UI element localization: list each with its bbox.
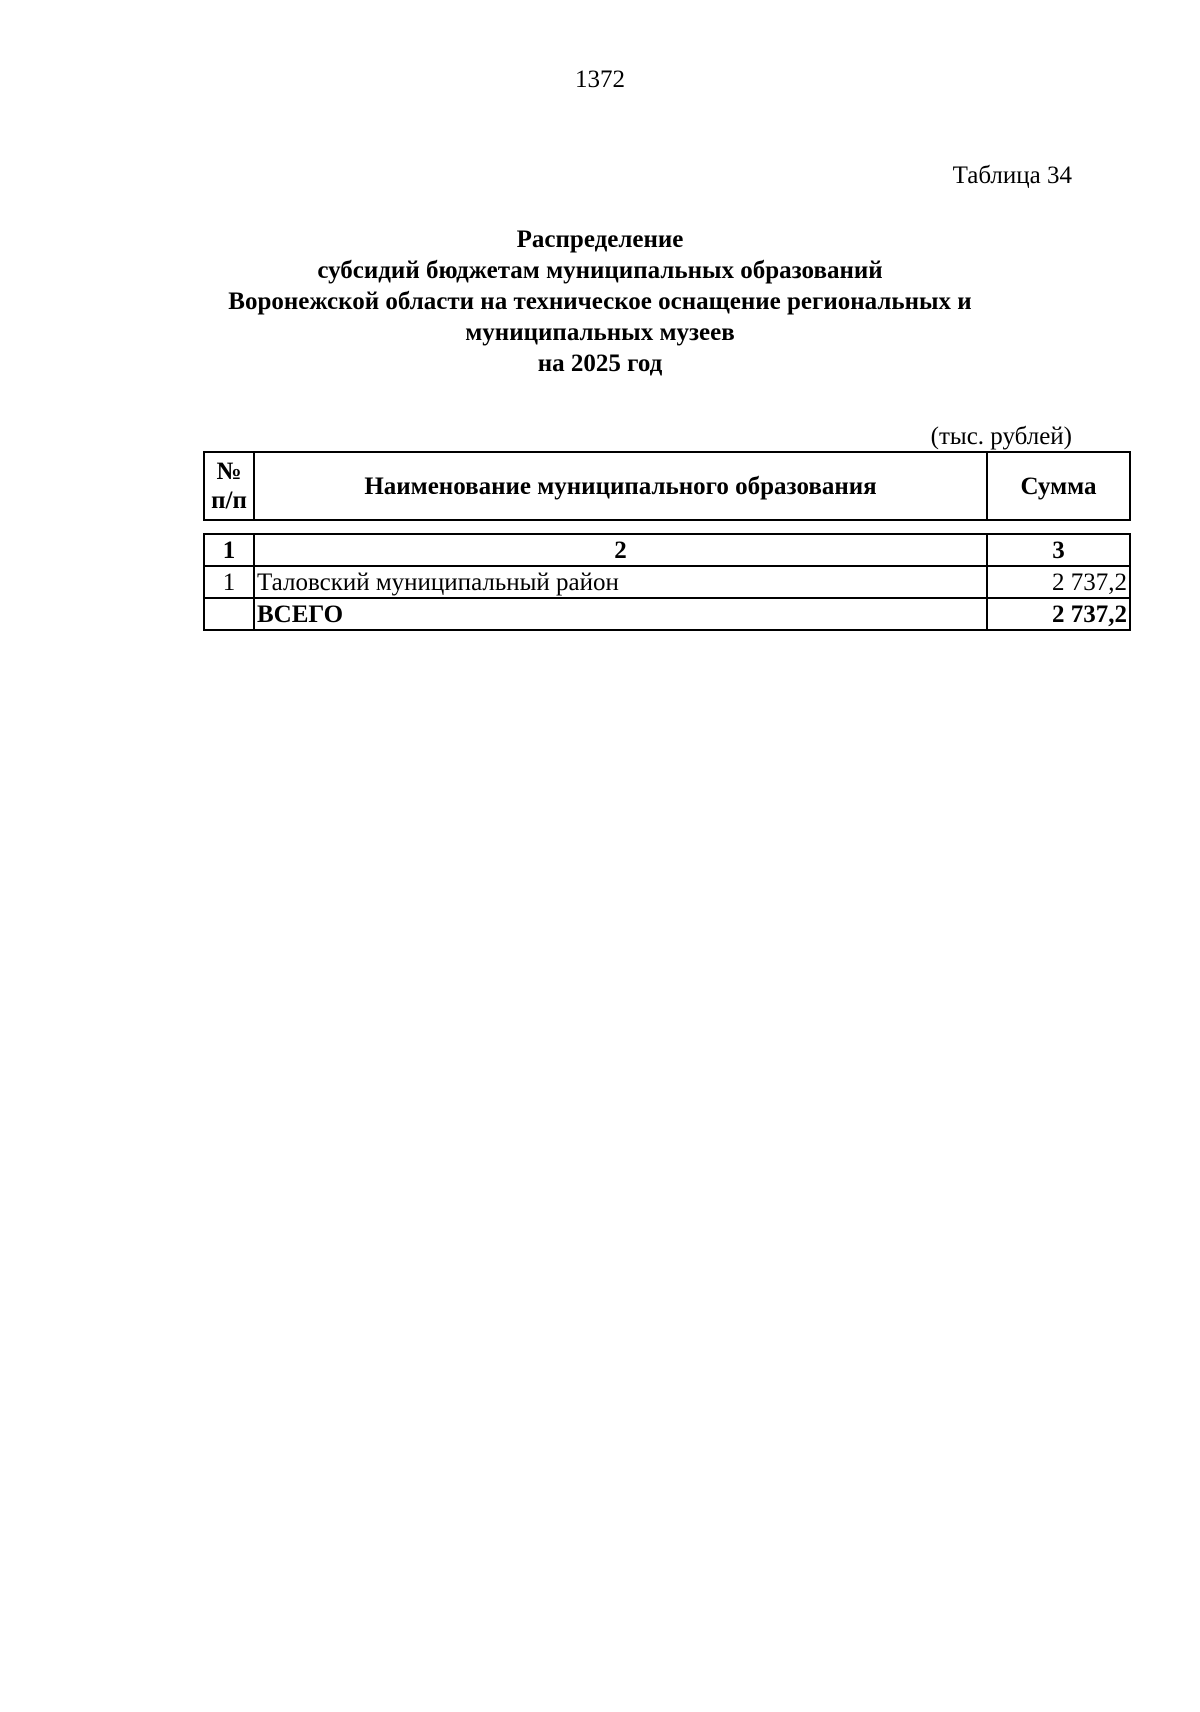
column-number-row [204,534,1130,566]
title-line-3: Воронежской области на техническое оснащение региональных и [228,288,972,315]
header-row [204,452,1130,520]
total-name-cell: ВСЕГО [254,598,987,630]
header-sum-cell: Сумма [987,452,1130,520]
total-num-cell [204,598,254,630]
header-num-line1: № [216,458,242,485]
title-line-5: на 2025 год [537,350,663,377]
header-num-cell [204,452,254,520]
table-label: Таблица 34 [952,162,1072,189]
column-number-cell: 2 [254,534,987,566]
header-name-cell: Наименование муниципального образования [254,452,987,520]
row-sum-cell: 2 737,2 [987,566,1130,598]
data-table [203,533,1131,631]
header-num-line2: п/п [211,487,247,514]
page-number: 1372 [575,66,625,93]
column-number-cell: 3 [987,534,1130,566]
table-row [204,566,1130,598]
row-num-cell: 1 [204,566,254,598]
table-header [203,451,1131,521]
title-line-1: Распределение [516,226,684,253]
units-label: (тыс. рублей) [930,423,1072,450]
total-sum-cell: 2 737,2 [987,598,1130,630]
total-row [204,598,1130,630]
column-number-cell: 1 [204,534,254,566]
row-name-cell: Таловский муниципальный район [254,566,987,598]
title-line-4: муниципальных музеев [465,319,735,346]
document-title [130,224,1070,379]
title-line-2: субсидий бюджетам муниципальных образований [317,257,883,284]
